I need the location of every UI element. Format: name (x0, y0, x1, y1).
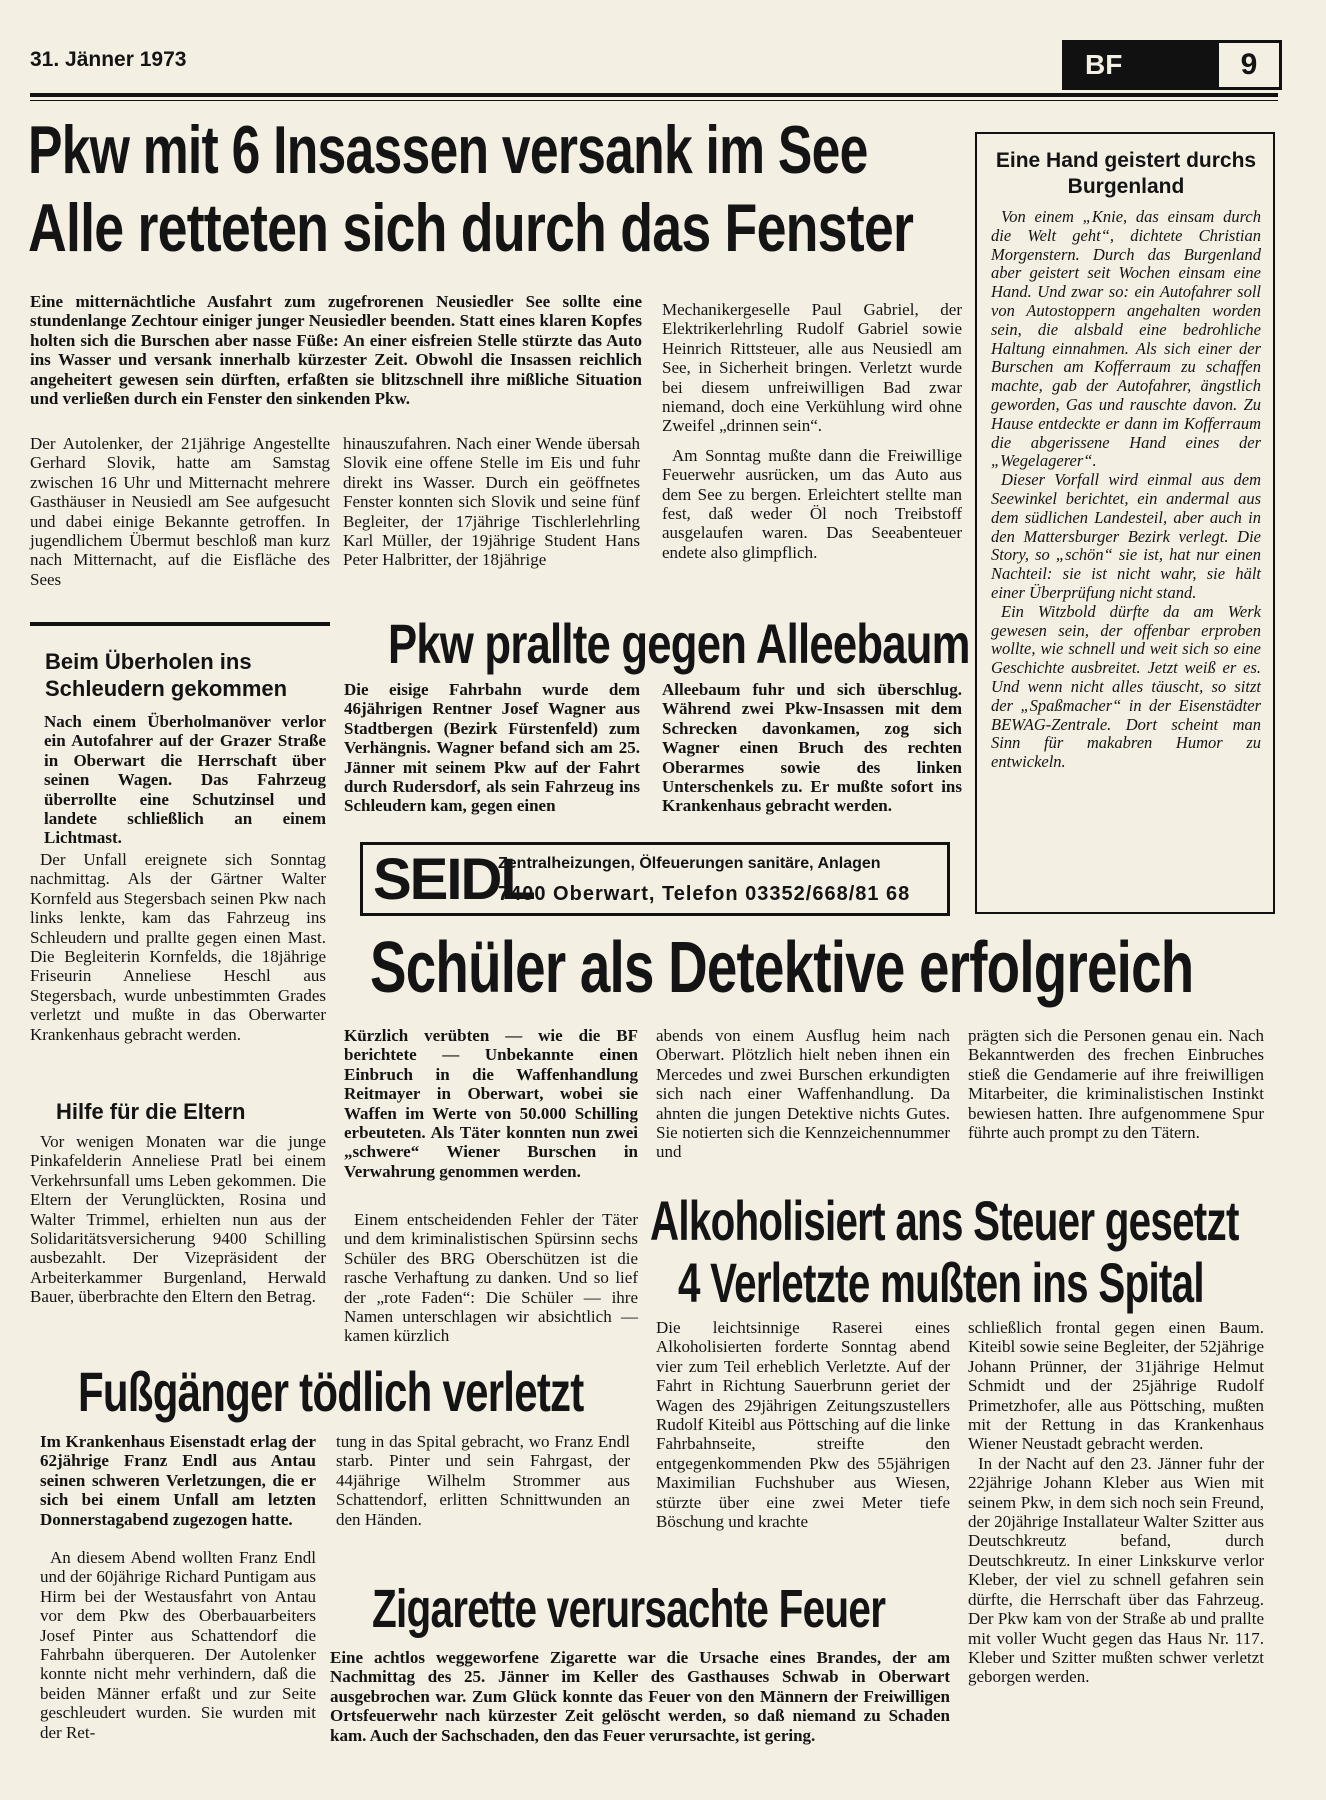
main-story-col3-p1: Mechanikergeselle Paul Gabriel, der Elektrikerlehrling Rudolf Gabriel sowie Heinrich Rittsteuer, alle aus Neusiedl am See, in Sicherheit bringen. Verletzt wurde bei diesem unfreiwilligen Bad zwar niemand, doch eine Verkühlung wird ohne Zweifel „drinnen sein“. (662, 300, 962, 436)
sidebar-body (991, 208, 1261, 772)
schueler-col3: prägten sich die Personen genau ein. Nach Bekanntwerden des frechen Einbruches stieß die Gendamerie auf ihre freiwilligen Mitarbeiter, die kriminalistischen Instinkt bewiesen hatten. Ihre aufgenommene Spur führte auch prompt zu den Tätern. (968, 1026, 1264, 1143)
main-story-lead: Eine mitternächtliche Ausfahrt zum zugefrorenen Neusiedler See sollte eine stundenlange Zechtour einiger junger Neusiedler beenden. Statt eines klaren Kopfes holten sich die Burschen aber nasse Füße: An einer eisfreien Stelle stürzte das Auto ins Wasser und versank innerhalb kürzester Zeit. Obwohl die Insassen reichlich angeheitert gewesen sein dürften, erfaßten sie blitzschnell ihre mißliche Situation und verließen durch ein Fenster den sinkenden Pkw. (30, 292, 642, 409)
sidebar-p3: Ein Witzbold dürfte da am Werk gewesen sein, der offenbar erproben wollte, wie schnell und weit sich so eine Geschichte ausbreitet. Jetzt weiß er es. Und wenn nicht alles täuscht, so sitzt der „Spaßmacher“ in der Eisenstädter BEWAG-Zentrale. Dort scheint man Sinn für makabren Humor zu entwickeln. (991, 601, 1261, 772)
alkohol-col1: Die leichtsinnige Raserei eines Alkoholisierten forderte Sonntag abend vier zum Teil erheblich Verletzte. Auf der Fahrt in Richtung Sauerbrunn geriet der Wagen des 29jährigen Zeitungszustellers Rudolf Kiteibl aus Pöttsching auf die linke Fahrbahnseite, streifte den entgegenkommenden Pkw des 55jährigen Maximilian Fuchshuber aus Wiesen, stürzte über eine zwei Meter tiefe Böschung und krachte (656, 1318, 950, 1532)
sidebar-p1: Von einem „Knie, das einsam durch die Welt geht“, dichtete Christian Morgenstern. Durch das Burgenland aber geistert seit Wochen einsam eine Hand. Und zwar so: ein Autofahrer soll von Autostoppern angehalten worden sein, die alsbald eine bedrohliche Haltung einnahmen. Als sich einer der Burschen am Kofferraum zu schaffen machte, gab der Autofahrer, ängstlich geworden, Gas und rauschte davon. Zu Hause entdeckte er dann im Kofferraum die abgerissene Hand eines der „Wegelagerer“. (991, 207, 1261, 471)
ueberholen-body-p: Der Unfall ereignete sich Sonntag nachmittag. Als der Gärtner Walter Kornfeld aus Stegersbach seinen Pkw nach links lenkte, kam das Fahrzeug ins Schleudern und prallte gegen einen Mast. Die Begleiterin Kornfelds, die 18jährige Friseurin Anneliese Heschl aus Stegersbach, wurde unbestimmten Grades verletzt und mußte in das Oberwarter Krankenhaus gebracht werden. (30, 850, 326, 1044)
main-headline-2: Alle retteten sich durch das Fenster (28, 190, 914, 266)
main-story-col2: hinauszufahren. Nach einer Wende übersah Slovik eine offene Stelle im Eis und fuhr direkt ins Wasser. Durch ein geöffnetes Fenster konnten sich Slovik und seine fünf Begleiter, der 17jährige Tischlerlehrling Karl Müller, der 19jährige Student Hans Peter Halbritter, der 18jährige (343, 434, 640, 570)
schueler-col2: abends von einem Ausflug heim nach Oberwart. Plötzlich hielt neben ihnen ein Mercedes und zwei Burschen erkundigten sich nach einer Waffenhandlung. Da ahnten die jungen Detektive nichts Gutes. Sie notierten sich die Kennzeichennummer und (656, 1026, 950, 1162)
schueler-col1b-p: Einem entscheidenden Fehler der Täter und dem kriminalistischen Spürsinn sechs Schüler des BRG Oberschützen ist die rasche Verhaftung zu danken. Und so lief der „rote Faden“: Die Schüler — ihre Namen unterschlagen wir absichtlich — kamen kürzlich (344, 1210, 638, 1346)
seidl-line1: Zentralheizungen, Ölfeuerungen sanitäre, Anlagen (498, 855, 881, 872)
eltern-title: Hilfe für die Eltern (56, 1099, 246, 1124)
main-story-col1: Der Autolenker, der 21jährige Angestellte Gerhard Slovik, hatte am Samstag zwischen 16 Uhr und Mitternacht mehrere Gasthäuser in Neusiedl am See aufgesucht und dabei einige Bekannte getroffen. In jugendlichem Übermut beschloß man kurz nach Mitternacht, auf die Eisfläche des Sees (30, 434, 330, 589)
seidl-brand: SEIDL (373, 847, 534, 912)
zigarette-headline: Zigarette verursachte Feuer (372, 1579, 886, 1639)
page-date: 31. Jänner 1973 (30, 48, 187, 71)
main-headline-1: Pkw mit 6 Insassen versank im See (28, 112, 868, 188)
publication-box (1062, 40, 1282, 90)
main-story-col3-p2: Am Sonntag mußte dann die Freiwillige Feuerwehr ausrücken, um das Auto aus dem See zu bergen. Erleichtert stellte man fest, daß weder Öl noch Treibstoff ausgelaufen waren. Das Seeabenteuer endete also glimpflich. (662, 445, 962, 562)
alleebaum-headline: Pkw prallte gegen Alleebaum (388, 612, 970, 675)
zigarette-body: Eine achtlos weggeworfene Zigarette war die Ursache eines Brandes, der am Nachmittag des 25. Jänner im Keller des Gasthauses Schwab in Oberwart ausgebrochen war. Zum Glück konnte das Feuer von den Männern der Freiwilligen Ortsfeuerwehr nach kürzester Zeit gelöscht werden, so daß niemand zu Schaden kam. Auch der Sachschaden, den das Feuer verursachte, ist gering. (330, 1648, 950, 1745)
fussgaenger-headline: Fußgänger tödlich verletzt (78, 1360, 584, 1423)
fussgaenger-body-p: An diesem Abend wollten Franz Endl und der 60jährige Richard Puntigam aus Hirm bei der Westausfahrt von Antau vor dem Pkw des Oberbauarbeiters Josef Pinter aus Schattendorf die Fahrbahn überqueren. Der Autolenker konnte nicht mehr verhindern, daß die beiden Männer erfaßt und zur Seite geschleudert wurden. Sie wurden mit der Ret- (40, 1548, 316, 1742)
ueberholen-lead: Nach einem Überholmanöver verlor ein Autofahrer auf der Grazer Straße in Oberwart die Herrschaft über seinen Wagen. Das Fahrzeug überrollte eine Schutzinsel und landete schließlich an einem Lichtmast. (44, 712, 326, 848)
page-number: 9 (1240, 48, 1258, 81)
fussgaenger-body (40, 1548, 316, 1742)
schueler-headline: Schüler als Detektive erfolgreich (370, 928, 1194, 1008)
alkohol-headline-1: Alkoholisiert ans Steuer gesetzt (650, 1189, 1239, 1252)
fussgaenger-lead: Im Krankenhaus Eisenstadt erlag der 62jährige Franz Endl aus Antau seinen schweren Verletzungen, die er sich bei einem Unfall am letzten Donnerstagabend zugezogen hatte. (40, 1432, 316, 1529)
schueler-lead: Kürzlich verübten — wie die BF berichtete — Unbekannte einen Einbruch in die Waffenhandlung Reitmayer in Oberwart, wobei sie Waffen im Werte von 50.000 Schilling erbeuteten. Als Täter konnten nun zwei „schwere“ Wiener Burschen in Verwahrung genommen werden. (344, 1026, 638, 1181)
alkohol-headline-2: 4 Verletzte mußten ins Spital (678, 1251, 1204, 1314)
alkohol-col2 (968, 1318, 1264, 1687)
alleebaum-col1: Die eisige Fahrbahn wurde dem 46jährigen Rentner Josef Wagner aus Stadtbergen (Bezirk Fürstenfeld) zum Verhängnis. Wagner befand sich am 25. Jänner mit seinem Pkw auf der Fahrt durch Rudersdorf, als sein Fahrzeug ins Schleudern kam, gegen einen (344, 680, 640, 816)
alleebaum-col2: Alleebaum fuhr und sich überschlug. Während zwei Pkw-Insassen mit dem Schrecken davonkamen, zog sich Wagner einen Bruch des rechten Oberarmes sowie des linken Unterschenkels zu. Er mußte sofort ins Krankenhaus gebracht werden. (662, 680, 962, 816)
ueberholen-body (30, 850, 326, 1044)
sidebar-box (975, 132, 1275, 914)
seidl-ad (360, 842, 950, 916)
seidl-line2: 7400 Oberwart, Telefon 03352/668/81 68 (498, 883, 911, 905)
publication-label: BF (1065, 43, 1219, 87)
alkohol-col2-p1: schließlich frontal gegen einen Baum. Kiteibl sowie seine Begleiter, der 52jährige Johann Prünner, der 31jährige Helmut Schmidt und der 25jährige Rudolf Primetzhofer, alle aus Pöttsching, mußten mit der Rettung in das Krankenhaus Wiener Neustadt gebracht werden. (968, 1318, 1264, 1454)
ueberholen-title: Beim Überholen ins Schleudern gekommen (45, 649, 288, 701)
eltern-body (30, 1132, 326, 1307)
sidebar-title: Eine Hand geistert durchs Burgenland (995, 149, 1257, 198)
fussgaenger-col2: tung in das Spital gebracht, wo Franz Endl starb. Pinter und sein Fahrgast, der 44jährige Wilhelm Strommer aus Schattendorf, erlitten Schnittwunden an den Händen. (336, 1432, 630, 1529)
schueler-col1b (344, 1210, 638, 1346)
sidebar-p2: Dieser Vorfall wird einmal aus dem Seewinkel berichtet, ein andermal aus dem südlichen Landesteil, aber auch in den Mattersburger Bezirk verlegt. Die Story, so „schön“ sie ist, hat nur einen Nachteil: sie ist nicht wahr, sie hält einer Überprüfung nicht stand. (991, 470, 1261, 602)
section-divider (30, 622, 330, 626)
header-rule-thin (30, 100, 1278, 101)
alkohol-col2-p2: In der Nacht auf den 23. Jänner fuhr der 22jährige Johann Kleber aus Wien mit seinem Pkw, in dem sich noch sein Freund, der 20jährige Installateur Walter Szitter aus Deutschkreutz befand, durch Deutschkreutz. In einer Linkskurve verlor Kleber, der viel zu schnell gefahren sein dürfte, die Herrschaft über das Fahrzeug. Der Pkw kam von der Straße ab und prallte mit voller Wucht gegen das Haus Nr. 117. Kleber und Szitter mußten schwer verletzt geborgen werden. (968, 1453, 1264, 1687)
eltern-body-p: Vor wenigen Monaten war die junge Pinkafelderin Anneliese Pratl bei einem Verkehrsunfall ums Leben gekommen. Die Eltern der Verunglückten, Rosina und Walter Trimmel, erhielten nun aus der Solidaritätsversicherung 9400 Schilling ausbezahlt. Der Vizepräsident der Arbeiterkammer Burgenland, Herwald Bauer, überbrachte den Eltern den Betrag. (30, 1132, 326, 1307)
main-story-col3 (662, 300, 962, 562)
header-rule (30, 93, 1278, 97)
